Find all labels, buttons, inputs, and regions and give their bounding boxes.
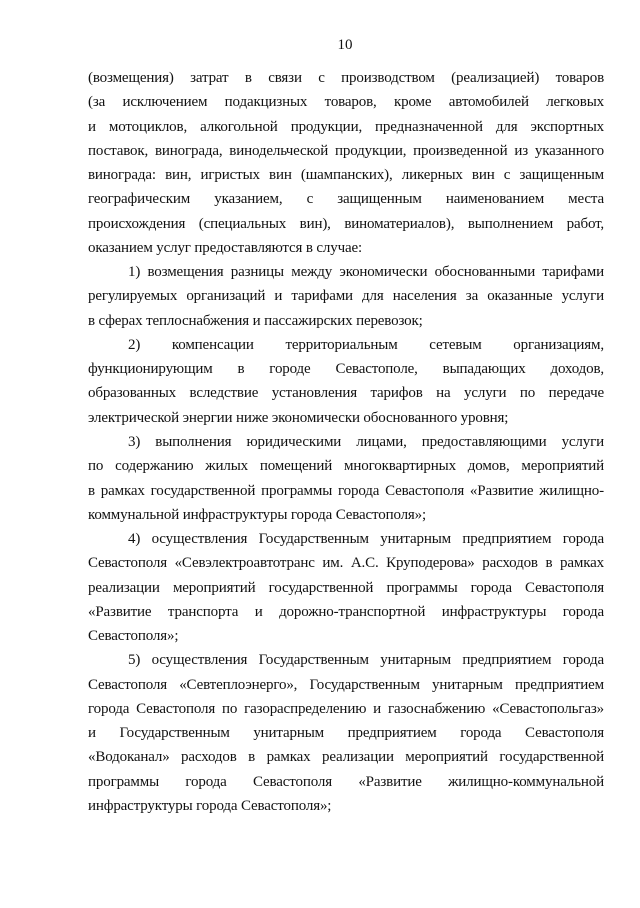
text-line: 5) осуществления Государственным унитарным предприятием города <box>128 652 604 669</box>
paragraph <box>88 648 604 818</box>
text-line: географическим указанием, с защищенным наименованием места <box>88 191 604 208</box>
text-line: «Водоканал» расходов в рамках реализации мероприятий государственной <box>88 749 604 766</box>
text-line: и мотоциклов, алкогольной продукции, предназначенной для экспортных <box>88 118 604 135</box>
text-line: 1) возмещения разницы между экономически обоснованными тарифами <box>128 264 604 281</box>
text-line: (возмещения) затрат в связи с производством (реализацией) товаров <box>88 70 604 86</box>
text-line: в рамках государственной программы города Севастополя «Развитие жилищно- <box>88 482 604 499</box>
text-line: реализации мероприятий государственной программы города Севастополя <box>88 579 604 596</box>
paragraph <box>88 527 604 648</box>
paragraph <box>88 260 604 333</box>
text-line: (за исключением подакцизных товаров, кроме автомобилей легковых <box>88 94 604 111</box>
paragraph <box>88 66 604 260</box>
text-line: регулируемых организаций и тарифами для населения за оказанные услуги <box>88 288 604 305</box>
text-line: электрической энергии ниже экономически обоснованного уровня; <box>88 409 509 426</box>
text-line: Севастополя»; <box>88 628 179 645</box>
text-line: образованных вследствие установления тарифов на услуги по передаче <box>88 385 604 402</box>
text-line: города Севастополя по газораспределению и газоснабжению «Севастопольгаз» <box>88 700 604 717</box>
text-line: Севастополя «Севтеплоэнерго», Государственным унитарным предприятием <box>88 676 604 693</box>
text-line: Севастополя «Севэлектроавтотранс им. А.С. Круподерова» расходов в рамках <box>88 555 604 572</box>
text-line: оказанием услуг предоставляются в случае: <box>88 239 363 256</box>
paragraph <box>88 333 604 430</box>
page-number: 10 <box>337 37 353 53</box>
text-line: коммунальной инфраструктуры города Севастополя»; <box>88 506 427 523</box>
text-line: 2) компенсации территориальным сетевым организациям, <box>128 336 604 353</box>
text-line: 3) выполнения юридическими лицами, предоставляющими услуги <box>128 433 604 450</box>
text-line: в сферах теплоснабжения и пассажирских перевозок; <box>88 312 423 329</box>
text-line: инфраструктуры города Севастополя»; <box>88 797 332 814</box>
document-body <box>88 66 604 908</box>
text-line: винограда: вин, игристых вин (шампанских), ликерных вин с защищенным <box>88 167 604 184</box>
text-line: программы города Севастополя «Развитие жилищно-коммунальной <box>88 773 604 790</box>
text-line: происхождения (специальных вин), виноматериалов), выполнением работ, <box>88 215 604 232</box>
text-line: по содержанию жилых помещений многоквартирных домов, мероприятий <box>88 458 604 475</box>
paragraph <box>88 430 604 527</box>
text-line: функционирующим в городе Севастополе, выпадающих доходов, <box>88 361 604 378</box>
text-line: и Государственным унитарным предприятием города Севастополя <box>88 725 604 742</box>
text-line: поставок, винограда, винодельческой продукции, произведенной из указанного <box>88 142 604 159</box>
text-line: «Развитие транспорта и дорожно-транспортной инфраструктуры города <box>88 603 604 620</box>
text-line: 4) осуществления Государственным унитарным предприятием города <box>128 531 604 548</box>
